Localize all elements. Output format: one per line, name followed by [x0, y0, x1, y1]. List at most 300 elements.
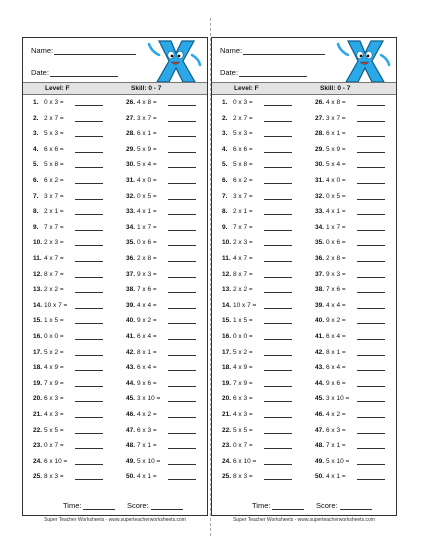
answer-blank[interactable]	[75, 285, 103, 293]
answer-blank[interactable]	[75, 160, 103, 168]
problem-list	[212, 98, 396, 498]
problem-expression: 8 x 1 =	[326, 348, 346, 356]
answer-blank[interactable]	[357, 348, 385, 356]
answer-blank[interactable]	[75, 472, 103, 480]
problem-number: 34.	[126, 223, 136, 231]
problem-number: 49.	[315, 457, 325, 465]
answer-blank[interactable]	[357, 192, 385, 200]
answer-blank[interactable]	[264, 238, 292, 246]
answer-blank[interactable]	[357, 472, 385, 480]
multiplication-x-mascot-icon	[334, 35, 392, 85]
answer-blank[interactable]	[264, 441, 292, 449]
score-field	[316, 501, 372, 510]
name-field	[31, 46, 136, 55]
time-input-line[interactable]	[272, 501, 304, 510]
problem-item	[126, 254, 196, 264]
answer-blank[interactable]	[168, 160, 196, 168]
answer-blank[interactable]	[75, 98, 103, 106]
answer-blank[interactable]	[168, 410, 196, 418]
problem-item	[315, 332, 385, 342]
problem-item	[126, 394, 196, 404]
answer-blank[interactable]	[357, 223, 385, 231]
problem-number: 22.	[222, 426, 232, 434]
problem-number: 4.	[222, 145, 228, 153]
problem-expression: 2 x 8 =	[137, 255, 157, 262]
problem-number: 47.	[315, 426, 325, 434]
problem-number: 27.	[126, 114, 136, 122]
problem-number: 23.	[33, 442, 43, 450]
problem-item	[222, 348, 292, 358]
problem-item	[33, 301, 103, 311]
problem-expression: 6 x 10 =	[233, 457, 257, 465]
problem-item	[222, 114, 292, 124]
answer-blank[interactable]	[357, 285, 385, 293]
problem-item	[33, 410, 103, 420]
date-field	[31, 68, 118, 77]
answer-blank[interactable]	[264, 176, 292, 184]
score-input-line[interactable]	[340, 501, 372, 510]
problem-item	[222, 410, 292, 420]
answer-blank[interactable]	[264, 223, 292, 231]
answer-blank[interactable]	[264, 114, 292, 122]
answer-blank[interactable]	[264, 394, 292, 402]
problem-item	[315, 410, 385, 420]
problem-expression: 4 x 7 =	[44, 255, 64, 262]
problem-number: 26.	[126, 99, 136, 106]
answer-blank[interactable]	[264, 270, 292, 278]
problem-item	[315, 426, 385, 436]
answer-blank[interactable]	[264, 254, 292, 262]
answer-blank[interactable]	[168, 316, 196, 324]
answer-blank[interactable]	[357, 332, 385, 340]
answer-blank[interactable]	[264, 410, 292, 418]
problem-expression: 6 x 3 =	[233, 395, 253, 403]
answer-blank[interactable]	[357, 207, 385, 215]
problem-item	[126, 98, 196, 108]
problem-expression: 2 x 2 =	[233, 286, 253, 294]
problem-item	[315, 316, 385, 326]
date-field	[220, 68, 307, 77]
level-label: Level: F	[45, 85, 70, 92]
problem-number: 19.	[33, 379, 43, 387]
answer-blank[interactable]	[75, 457, 103, 465]
problem-expression: 0 x 7 =	[44, 442, 64, 450]
answer-blank[interactable]	[357, 238, 385, 246]
answer-blank[interactable]	[264, 457, 292, 465]
problem-item	[222, 394, 292, 404]
answer-blank[interactable]	[264, 379, 292, 387]
problem-number: 22.	[33, 426, 43, 434]
answer-blank[interactable]	[75, 207, 103, 215]
answer-blank[interactable]	[168, 363, 196, 371]
answer-blank[interactable]	[75, 145, 103, 153]
problem-item	[315, 379, 385, 389]
answer-blank[interactable]	[75, 238, 103, 246]
score-input-line[interactable]	[151, 501, 183, 510]
problem-number: 48.	[315, 442, 325, 450]
problem-item	[222, 316, 292, 326]
answer-blank[interactable]	[168, 254, 196, 262]
problem-expression: 7 x 7 =	[44, 223, 64, 231]
problem-item	[33, 160, 103, 170]
problem-number: 44.	[315, 379, 325, 387]
answer-blank[interactable]	[357, 441, 385, 449]
answer-blank[interactable]	[75, 192, 103, 200]
problem-number: 30.	[315, 161, 325, 169]
worksheet-header	[212, 38, 396, 81]
answer-blank[interactable]	[168, 238, 196, 246]
problem-expression: 4 x 3 =	[233, 411, 253, 418]
problem-number: 27.	[315, 114, 325, 122]
problem-expression: 7 x 6 =	[326, 286, 346, 294]
problem-expression: 8 x 7 =	[233, 270, 253, 278]
problem-item	[315, 223, 385, 233]
problem-number: 45.	[315, 395, 325, 403]
answer-blank[interactable]	[357, 129, 385, 137]
answer-blank[interactable]	[357, 363, 385, 371]
answer-blank[interactable]	[264, 472, 292, 480]
answer-blank[interactable]	[264, 316, 292, 324]
answer-blank[interactable]	[357, 98, 385, 106]
score-field	[127, 501, 183, 510]
answer-blank[interactable]	[264, 363, 292, 371]
problem-number: 11.	[33, 255, 42, 262]
problem-item	[126, 238, 196, 248]
problem-expression: 6 x 2 =	[233, 177, 253, 184]
answer-blank[interactable]	[168, 114, 196, 122]
problem-expression: 10 x 7 =	[44, 301, 68, 309]
answer-blank[interactable]	[168, 441, 196, 449]
worksheet-header	[23, 38, 207, 81]
name-input-line[interactable]	[54, 46, 136, 55]
problem-expression: 6 x 6 =	[44, 145, 64, 153]
answer-blank[interactable]	[168, 207, 196, 215]
answer-blank[interactable]	[357, 114, 385, 122]
problem-expression: 6 x 6 =	[233, 145, 253, 153]
problem-number: 50.	[315, 473, 325, 481]
answer-blank[interactable]	[357, 145, 385, 153]
problem-number: 40.	[315, 317, 325, 325]
problem-expression: 4 x 2 =	[137, 411, 157, 418]
answer-blank[interactable]	[168, 457, 196, 465]
time-field	[252, 501, 304, 510]
answer-blank[interactable]	[168, 145, 196, 153]
problem-item	[315, 457, 385, 467]
problem-expression: 6 x 1 =	[326, 130, 346, 138]
problem-number: 36.	[126, 255, 136, 262]
problem-item	[222, 207, 292, 217]
problem-number: 4.	[33, 145, 39, 153]
answer-blank[interactable]	[168, 285, 196, 293]
problem-item	[315, 129, 385, 139]
problem-expression: 8 x 3 =	[44, 473, 64, 481]
answer-blank[interactable]	[168, 379, 196, 387]
problem-item	[126, 270, 196, 280]
problem-number: 37.	[315, 270, 325, 278]
problem-expression: 0 x 5 =	[326, 192, 346, 200]
problem-item	[126, 410, 196, 420]
problem-item	[33, 254, 103, 264]
time-input-line[interactable]	[83, 501, 115, 510]
answer-blank[interactable]	[357, 394, 385, 402]
problem-number: 48.	[126, 442, 136, 450]
answer-blank[interactable]	[357, 457, 385, 465]
problem-number: 45.	[126, 395, 136, 403]
problem-number: 15.	[222, 317, 232, 325]
problem-number: 42.	[126, 348, 136, 356]
level-skill-bar	[212, 82, 396, 95]
problem-expression: 2 x 3 =	[233, 239, 253, 247]
problem-expression: 7 x 9 =	[233, 379, 253, 387]
problem-number: 6.	[33, 177, 39, 184]
answer-blank[interactable]	[264, 145, 292, 153]
problem-expression: 5 x 4 =	[326, 161, 346, 169]
answer-blank[interactable]	[168, 348, 196, 356]
answer-blank[interactable]	[357, 316, 385, 324]
answer-blank[interactable]	[168, 176, 196, 184]
problem-expression: 5 x 10 =	[326, 457, 350, 465]
answer-blank[interactable]	[168, 301, 196, 309]
problem-number: 37.	[126, 270, 136, 278]
problem-expression: 4 x 4 =	[326, 301, 346, 309]
answer-blank[interactable]	[264, 129, 292, 137]
problem-expression: 9 x 2 =	[326, 317, 346, 325]
problem-item	[126, 379, 196, 389]
problem-number: 33.	[315, 208, 325, 216]
name-field	[220, 46, 325, 55]
problem-expression: 4 x 1 =	[326, 208, 346, 216]
answer-blank[interactable]	[168, 270, 196, 278]
problem-item	[126, 332, 196, 342]
problem-item	[33, 363, 103, 373]
answer-blank[interactable]	[357, 270, 385, 278]
worksheet-right	[211, 37, 397, 516]
problem-item	[126, 176, 196, 186]
answer-blank[interactable]	[264, 285, 292, 293]
answer-blank[interactable]	[75, 301, 103, 309]
problem-number: 39.	[315, 301, 325, 309]
credit-text: Super Teacher Worksheets - www.superteacherworksheets.com	[44, 517, 186, 523]
problem-number: 5.	[222, 161, 228, 169]
problem-number: 9.	[222, 223, 228, 231]
problem-number: 29.	[126, 145, 136, 153]
problem-expression: 4 x 3 =	[44, 411, 64, 418]
problem-number: 8.	[222, 208, 228, 216]
answer-blank[interactable]	[75, 316, 103, 324]
problem-expression: 7 x 9 =	[44, 379, 64, 387]
problem-item	[222, 363, 292, 373]
problem-item	[222, 301, 292, 311]
problem-number: 7.	[33, 192, 39, 200]
problem-expression: 2 x 8 =	[326, 255, 346, 262]
answer-blank[interactable]	[75, 176, 103, 184]
date-input-line[interactable]	[239, 68, 307, 77]
problem-item	[126, 145, 196, 155]
problem-expression: 5 x 2 =	[233, 348, 253, 356]
problem-number: 31.	[126, 177, 136, 184]
answer-blank[interactable]	[75, 379, 103, 387]
answer-blank[interactable]	[168, 129, 196, 137]
answer-blank[interactable]	[75, 114, 103, 122]
problem-item	[222, 441, 292, 451]
answer-blank[interactable]	[168, 223, 196, 231]
problem-item	[126, 316, 196, 326]
problem-number: 43.	[315, 364, 325, 372]
problem-item	[33, 114, 103, 124]
problem-expression: 6 x 3 =	[326, 426, 346, 434]
problem-number: 42.	[315, 348, 325, 356]
problem-expression: 5 x 8 =	[44, 161, 64, 169]
time-label: Time:	[252, 501, 271, 510]
skill-label: Skill: 0 - 7	[320, 85, 351, 92]
problem-number: 2.	[33, 114, 39, 122]
time-field	[63, 501, 115, 510]
score-label: Score:	[127, 501, 149, 510]
problem-list	[23, 98, 207, 498]
problem-expression: 5 x 10 =	[137, 457, 161, 465]
problem-item	[126, 160, 196, 170]
answer-blank[interactable]	[264, 301, 292, 309]
problem-expression: 1 x 7 =	[137, 223, 157, 231]
problem-expression: 8 x 3 =	[233, 473, 253, 481]
date-label: Date:	[220, 68, 238, 77]
answer-blank[interactable]	[264, 160, 292, 168]
problem-item	[315, 441, 385, 451]
answer-blank[interactable]	[75, 223, 103, 231]
problem-number: 10.	[222, 239, 232, 247]
answer-blank[interactable]	[75, 363, 103, 371]
problem-number: 34.	[315, 223, 325, 231]
problem-number: 28.	[126, 130, 136, 138]
problem-expression: 4 x 4 =	[137, 301, 157, 309]
name-label: Name:	[31, 46, 54, 55]
answer-blank[interactable]	[264, 332, 292, 340]
answer-blank[interactable]	[168, 394, 196, 402]
problem-item	[315, 207, 385, 217]
problem-number: 12.	[33, 270, 43, 278]
problem-item	[222, 145, 292, 155]
answer-blank[interactable]	[357, 254, 385, 262]
problem-number: 35.	[315, 239, 325, 247]
problem-item	[222, 98, 292, 108]
problem-number: 32.	[126, 192, 136, 200]
problem-expression: 8 x 1 =	[137, 348, 157, 356]
problem-number: 47.	[126, 426, 136, 434]
problem-item	[222, 238, 292, 248]
answer-blank[interactable]	[168, 98, 196, 106]
problem-expression: 4 x 0 =	[137, 177, 157, 184]
problem-item	[33, 270, 103, 280]
credit-text: Super Teacher Worksheets - www.superteacherworksheets.com	[233, 517, 375, 523]
score-label: Score:	[316, 501, 338, 510]
name-input-line[interactable]	[243, 46, 325, 55]
problem-number: 24.	[222, 457, 232, 465]
problem-expression: 7 x 1 =	[137, 442, 157, 450]
problem-item	[126, 426, 196, 436]
problem-number: 16.	[33, 333, 43, 340]
answer-blank[interactable]	[75, 270, 103, 278]
problem-item	[126, 192, 196, 202]
problem-number: 30.	[126, 161, 136, 169]
answer-blank[interactable]	[75, 129, 103, 137]
problem-item	[315, 285, 385, 295]
problem-item	[33, 457, 103, 467]
answer-blank[interactable]	[357, 176, 385, 184]
answer-blank[interactable]	[168, 472, 196, 480]
problem-number: 21.	[222, 411, 232, 418]
answer-blank[interactable]	[357, 301, 385, 309]
problem-expression: 9 x 3 =	[137, 270, 157, 278]
problem-number: 21.	[33, 411, 43, 418]
answer-blank[interactable]	[75, 441, 103, 449]
answer-blank[interactable]	[264, 98, 292, 106]
answer-blank[interactable]	[75, 394, 103, 402]
problem-item	[315, 472, 385, 482]
answer-blank[interactable]	[168, 426, 196, 434]
problem-expression: 6 x 4 =	[137, 333, 157, 340]
problem-item	[33, 98, 103, 108]
answer-blank[interactable]	[75, 332, 103, 340]
answer-blank[interactable]	[357, 410, 385, 418]
answer-blank[interactable]	[75, 254, 103, 262]
answer-blank[interactable]	[264, 426, 292, 434]
answer-blank[interactable]	[75, 410, 103, 418]
problem-item	[33, 129, 103, 139]
problem-number: 39.	[126, 301, 136, 309]
answer-blank[interactable]	[75, 348, 103, 356]
problem-item	[33, 285, 103, 295]
date-input-line[interactable]	[50, 68, 118, 77]
problem-number: 38.	[315, 286, 325, 294]
answer-blank[interactable]	[357, 426, 385, 434]
problem-item	[222, 285, 292, 295]
answer-blank[interactable]	[357, 160, 385, 168]
problem-number: 24.	[33, 457, 43, 465]
problem-item	[222, 176, 292, 186]
problem-number: 14.	[33, 301, 43, 309]
problem-expression: 8 x 7 =	[44, 270, 64, 278]
problem-item	[33, 472, 103, 482]
problem-expression: 2 x 2 =	[44, 286, 64, 294]
problem-item	[126, 457, 196, 467]
answer-blank[interactable]	[168, 192, 196, 200]
answer-blank[interactable]	[75, 426, 103, 434]
problem-item	[315, 238, 385, 248]
problem-expression: 0 x 3 =	[233, 99, 253, 106]
problem-expression: 0 x 3 =	[44, 99, 64, 106]
problem-item	[33, 394, 103, 404]
problem-item	[33, 223, 103, 233]
problem-item	[222, 457, 292, 467]
problem-number: 17.	[222, 348, 232, 356]
answer-blank[interactable]	[264, 192, 292, 200]
problem-number: 31.	[315, 177, 325, 184]
problem-expression: 6 x 3 =	[44, 395, 64, 403]
multiplication-x-mascot-icon	[145, 35, 203, 85]
problem-expression: 4 x 1 =	[326, 473, 346, 481]
problem-expression: 1 x 5 =	[233, 317, 253, 325]
answer-blank[interactable]	[357, 379, 385, 387]
problem-expression: 3 x 7 =	[326, 114, 346, 122]
problem-item	[315, 270, 385, 280]
answer-blank[interactable]	[264, 348, 292, 356]
problem-expression: 3 x 7 =	[137, 114, 157, 122]
answer-blank[interactable]	[168, 332, 196, 340]
answer-blank[interactable]	[264, 207, 292, 215]
problem-expression: 0 x 6 =	[326, 239, 346, 247]
problem-item	[33, 238, 103, 248]
problem-number: 33.	[126, 208, 136, 216]
